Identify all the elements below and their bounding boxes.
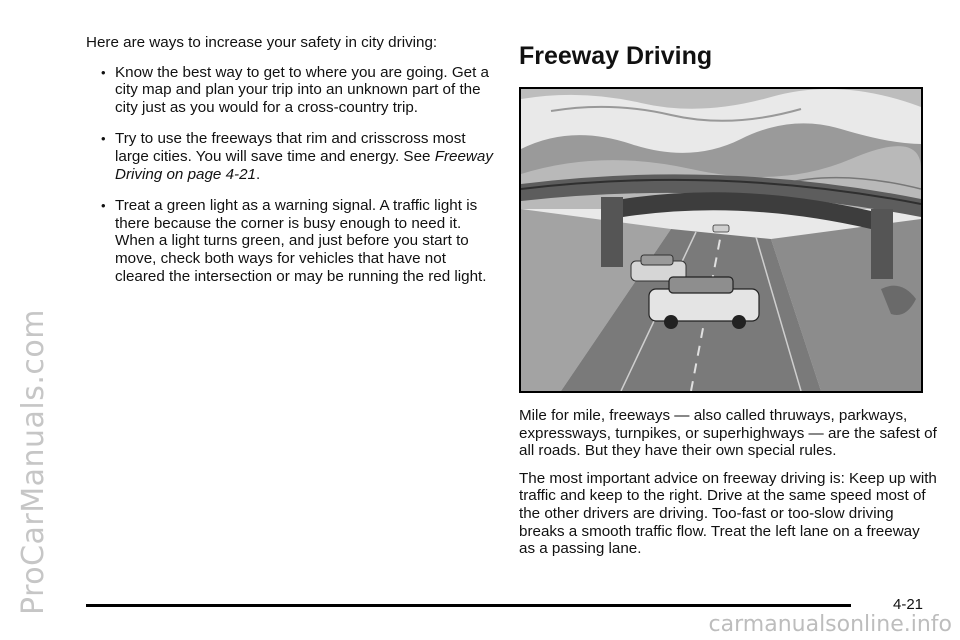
bridge-pillar-left xyxy=(601,197,623,267)
distant-car xyxy=(713,225,729,232)
footer-rule xyxy=(86,604,851,607)
bridge-pillar-right xyxy=(871,209,893,279)
bullet-text: Treat a green light as a warning signal. A traffic light is there because the corner is busy enough to need it. When a light turns green, and just before you start to move, check both ways for vehicles that have not cleared the intersection or may be running the red light. xyxy=(115,197,487,285)
bullet-item xyxy=(86,64,496,117)
bullet-item xyxy=(86,197,496,285)
near-car-roof xyxy=(669,277,733,293)
near-car-wheel xyxy=(732,315,746,329)
left-column xyxy=(86,34,496,299)
bullet-icon: • xyxy=(101,131,106,147)
section-heading: Freeway Driving xyxy=(519,42,713,70)
bullet-text: Try to use the freeways that rim and crisscross most large cities. You will save time and energy. See xyxy=(115,130,466,165)
bullet-text: Know the best way to get to where you are going. Get a city map and plan your trip into an unknown part of the city just as you would for a cross-country trip. xyxy=(115,63,490,116)
page-number: 4-21 xyxy=(893,596,924,613)
intro-text: Here are ways to increase your safety in city driving: xyxy=(86,34,438,51)
right-column-text xyxy=(519,407,939,568)
bullet-item xyxy=(86,130,496,183)
freeway-illustration xyxy=(519,87,923,393)
paragraph: The most important advice on freeway driving is: Keep up with traffic and keep to the right. Drive at the same speed most of the other drivers are driving. Too-fast or too-slow driving breaks a smooth traffic flow. Treat the left lane on a freeway as a passing lane. xyxy=(519,469,937,558)
bottom-watermark: carmanualsonline.info xyxy=(708,612,952,637)
near-car-wheel xyxy=(664,315,678,329)
bullet-text-end: . xyxy=(256,165,261,183)
far-car-roof xyxy=(641,255,673,265)
bullet-icon: • xyxy=(101,64,106,80)
cross-reference-link[interactable]: Freeway Driving on page 4-21 xyxy=(115,147,493,183)
paragraph: Mile for mile, freeways — also called thruways, parkways, expressways, turnpikes, or superhighways — are the safest of all roads. But they have their own special rules. xyxy=(519,407,937,460)
side-watermark: ProCarManuals.com xyxy=(16,308,51,615)
bullet-icon: • xyxy=(101,198,106,214)
freeway-overpass-drawing xyxy=(521,89,921,391)
